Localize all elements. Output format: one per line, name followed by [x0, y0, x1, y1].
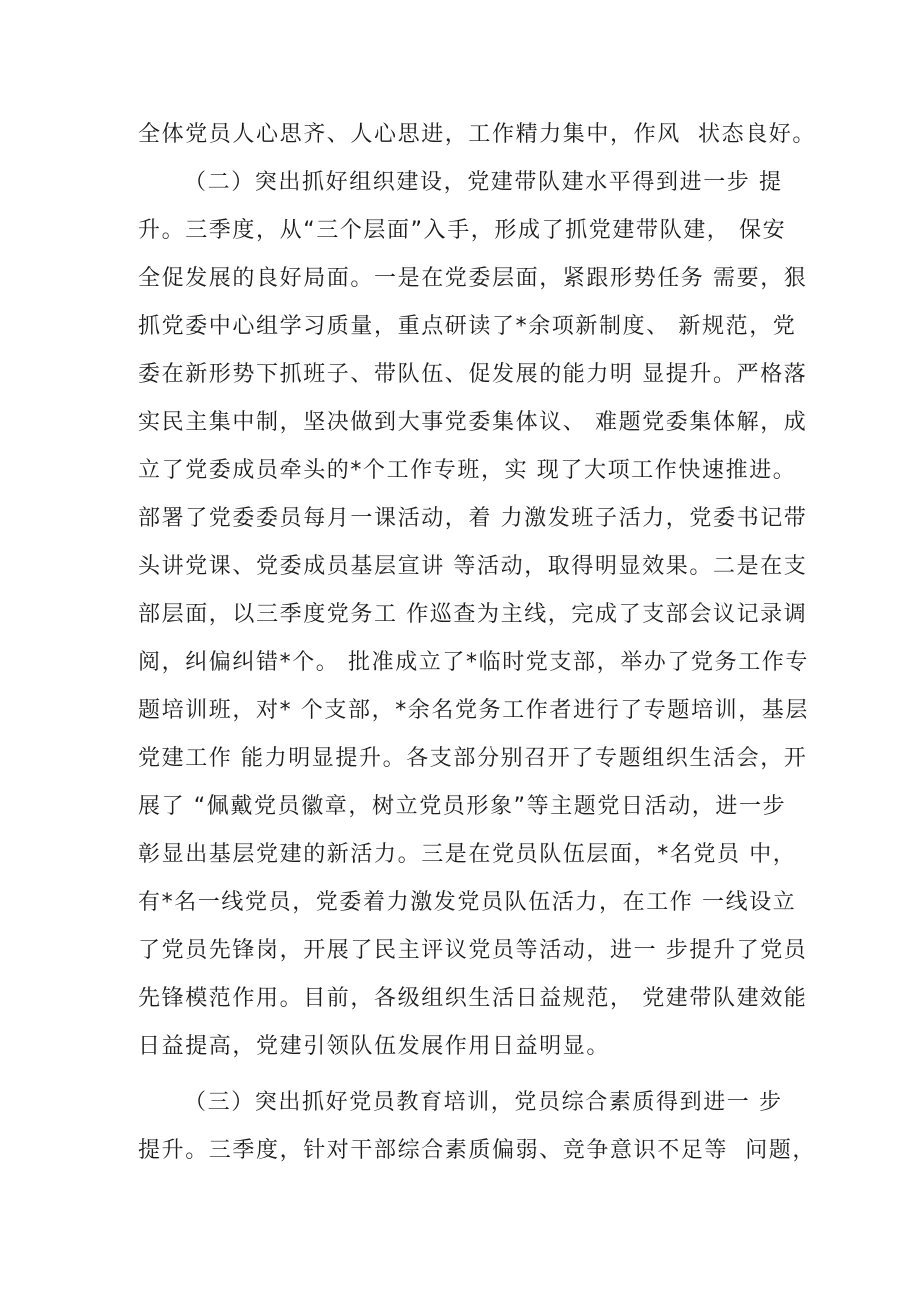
text-line: 部层面，以三季度党务工 作巡查为主线，完成了支部会议记录调 [138, 602, 808, 627]
text-line: 彰显出基层党建的新活力。三是在党员队伍层面，*名党员 中， [138, 842, 797, 867]
text-line: 全促发展的良好局面。一是在党委层面，紧跟形势任务 需要，狠 [138, 266, 808, 291]
text-line: 日益提高，党建引领队伍发展作用日益明显。 [138, 1034, 611, 1059]
section-heading-2: （二）突出抓好组织建设，党建带队建水平得到进一步 提 [184, 170, 783, 195]
text-line: 阅，纠偏纠错*个。 批准成立了*临时党支部，举办了党务工作专 [138, 650, 809, 675]
text-line: 委在新形势下抓班子、带队伍、促发展的能力明 显提升。严格落 [138, 362, 808, 387]
section-heading-3: （三）突出抓好党员教育培训，党员综合素质得到进一 步 [184, 1090, 783, 1115]
text-line: 立了党委成员牵头的*个工作专班，实 现了大项工作快速推进。 [138, 458, 797, 483]
text-line: 党建工作 能力明显提升。各支部分别召开了专题组织生活会，开 [138, 746, 808, 771]
text-line: 头讲党课、党委成员基层宣讲 等活动，取得明显效果。二是在支 [138, 554, 808, 579]
text-line: 了党员先锋岗，开展了民主评议党员等活动，进一 步提升了党员 [138, 938, 808, 963]
text-line: 题培训班，对* 个支部，*余名党务工作者进行了专题培训，基层 [138, 698, 809, 723]
text-line: 有*名一线党员，党委着力激发党员队伍活力，在工作 一线设立 [138, 890, 797, 915]
text-line: 升。三季度，从“三个层面”入手，形成了抓党建带队建， 保安 [138, 218, 787, 243]
text-line: 抓党委中心组学习质量，重点研读了*余项新制度、 新规范，党 [138, 314, 797, 339]
text-line: 部署了党委委员每月一课活动，着 力激发班子活力，党委书记带 [138, 506, 808, 531]
text-line: 实民主集中制，坚决做到大事党委集体议、 难题党委集体解，成 [138, 410, 808, 435]
text-line: 提升。三季度，针对干部综合素质偏弱、竞争意识不足等 问题， [138, 1138, 816, 1163]
text-line: 先锋模范作用。目前，各级组织生活日益规范， 党建带队建效能 [138, 986, 808, 1011]
text-line: 展了 “佩戴党员徽章，树立党员形象”等主题党日活动，进一步 [138, 794, 787, 819]
text-line: 全体党员人心思齐、人心思进，工作精力集中，作风 状态良好。 [138, 122, 816, 147]
